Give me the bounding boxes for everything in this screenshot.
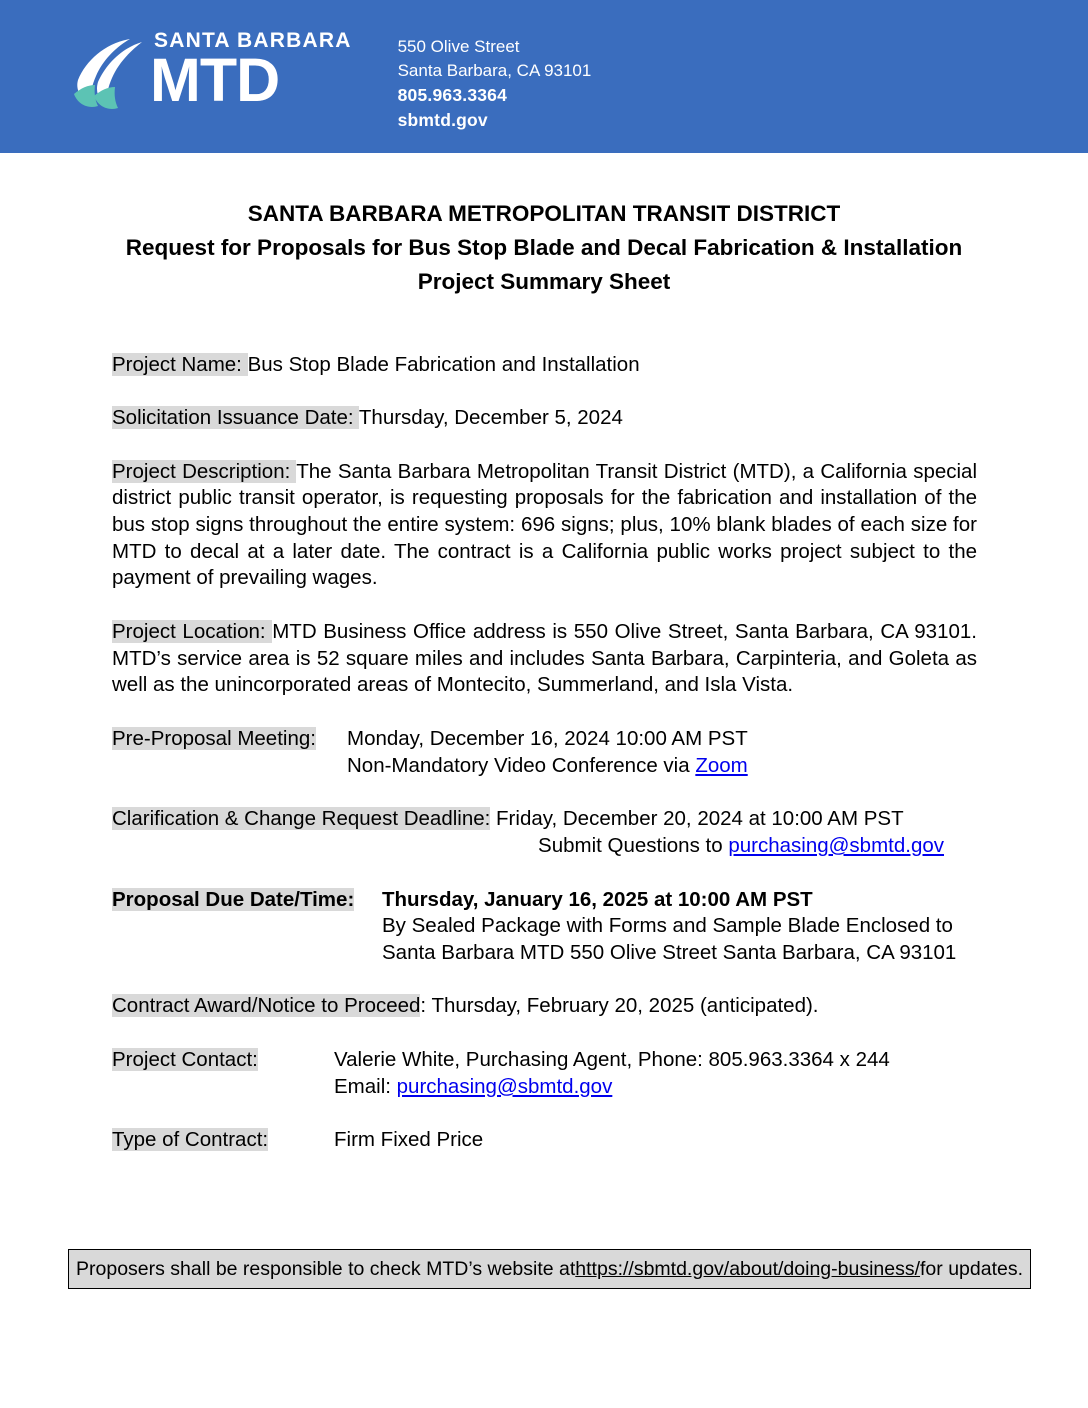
header-phone: 805.963.3364 <box>397 85 508 106</box>
field-type-of-contract <box>112 1127 977 1154</box>
field-project-name-value: Bus Stop Blade Fabrication and Installation <box>247 352 640 376</box>
page-title-line-2: Request for Proposals for Bus Stop Blade and Decal Fabrication & Installation <box>125 235 963 261</box>
logo-mtd-text: MTD <box>150 46 280 114</box>
field-project-description-value: The Santa Barbara Metropolitan Transit District (MTD), a California special district public transit operator, is requesting proposals for the fabrication and installation of the bus stop signs throughout the entire system: 696 signs; plus, 10% blank blades of each size for MTD to decal at a later date. The contract is a California public works project subject to the payment of prevailing wages. <box>112 459 978 590</box>
field-solicitation-issuance-date <box>112 405 977 432</box>
purchasing-email-link-contact[interactable]: purchasing@sbmtd.gov <box>396 1074 613 1098</box>
mtd-logo <box>72 30 591 133</box>
field-project-location-label: Project Location: <box>112 620 273 644</box>
page-title-line-1: SANTA BARBARA METROPOLITAN TRANSIT DISTRICT <box>247 201 841 226</box>
footer-notice-box <box>68 1249 1031 1289</box>
footer-notice-suffix: for updates. <box>920 1257 1023 1280</box>
clarification-deadline-line-2 <box>112 833 977 860</box>
field-clarification-deadline-value: Friday, December 20, 2024 at 10:00 AM PST <box>490 807 904 831</box>
field-pre-proposal-meeting <box>112 726 977 779</box>
purchasing-email-link-questions[interactable]: purchasing@sbmtd.gov <box>728 833 944 857</box>
field-solicitation-issuance-date-label: Solicitation Issuance Date: <box>112 406 359 430</box>
pre-proposal-meeting-line2-text: Non-Mandatory Video Conference via <box>347 753 696 777</box>
header-contact-block <box>398 35 592 133</box>
clarification-deadline-line-1 <box>112 806 977 833</box>
field-project-contact <box>112 1047 977 1100</box>
field-proposal-due <box>112 887 977 967</box>
zoom-link[interactable]: Zoom <box>695 753 748 777</box>
field-project-contact-label: Project Contact: <box>112 1048 258 1072</box>
clarification-submit-text: Submit Questions to <box>538 833 729 857</box>
mtd-swoosh-icon <box>72 36 146 112</box>
field-project-contact-value-line-2 <box>334 1074 890 1101</box>
footer-notice-prefix: Proposers shall be responsible to check MTD’s website at <box>76 1257 576 1280</box>
summary-fields <box>0 352 1088 1154</box>
header-website: sbmtd.gov <box>397 110 488 131</box>
mtd-doing-business-link[interactable]: https://sbmtd.gov/about/doing-business/ <box>575 1257 921 1280</box>
field-project-location-value: MTD Business Office address is 550 Olive Street, Santa Barbara, CA 93101. MTD’s service area is 52 square miles and includes Santa Barbara, Carpinteria, and Goleta as well as the unincorporated areas of Montecito, Summerland, and Isla Vista. <box>112 620 977 697</box>
field-proposal-due-label: Proposal Due Date/Time: <box>112 887 355 911</box>
page-title-line-3: Project Summary Sheet <box>417 269 671 295</box>
document-body <box>0 153 1088 1181</box>
field-project-description-label: Project Description: <box>112 459 297 483</box>
field-proposal-due-value-line-3: Santa Barbara MTD 550 Olive Street Santa Barbara, CA 93101 <box>382 940 957 964</box>
field-contract-award <box>112 993 977 1020</box>
field-pre-proposal-meeting-value-line-2 <box>347 753 748 780</box>
field-pre-proposal-meeting-label: Pre-Proposal Meeting: <box>112 726 316 750</box>
field-project-description <box>112 459 977 592</box>
header-address-line-2: Santa Barbara, CA 93101 <box>397 61 592 81</box>
project-contact-email-text: Email: <box>334 1074 397 1098</box>
field-contract-award-label: Contract Award/Notice to Proceed <box>112 994 421 1018</box>
field-contract-award-value: : Thursday, February 20, 2025 (anticipated). <box>420 994 819 1018</box>
field-clarification-deadline-label: Clarification & Change Request Deadline: <box>112 807 491 831</box>
field-proposal-due-value-line-1: Thursday, January 16, 2025 at 10:00 AM PST <box>382 887 813 911</box>
field-project-location <box>112 619 977 699</box>
header-address-line-1: 550 Olive Street <box>397 37 520 56</box>
field-type-of-contract-label: Type of Contract: <box>112 1128 269 1152</box>
field-project-name-label: Project Name: <box>112 352 248 376</box>
field-proposal-due-value-line-2: By Sealed Package with Forms and Sample Blade Enclosed to <box>382 914 953 938</box>
field-project-contact-value-line-1: Valerie White, Purchasing Agent, Phone: 805.963.3364 x 244 <box>334 1048 890 1072</box>
page-title <box>0 197 1088 300</box>
field-solicitation-issuance-date-value: Thursday, December 5, 2024 <box>358 406 623 430</box>
field-type-of-contract-value: Firm Fixed Price <box>334 1128 484 1152</box>
logo-santa-barbara-text: SANTA BARBARA <box>154 29 352 52</box>
field-pre-proposal-meeting-value-line-1: Monday, December 16, 2024 10:00 AM PST <box>347 726 748 750</box>
header-banner <box>0 0 1088 153</box>
field-clarification-deadline <box>112 806 977 859</box>
field-project-name <box>112 352 977 379</box>
